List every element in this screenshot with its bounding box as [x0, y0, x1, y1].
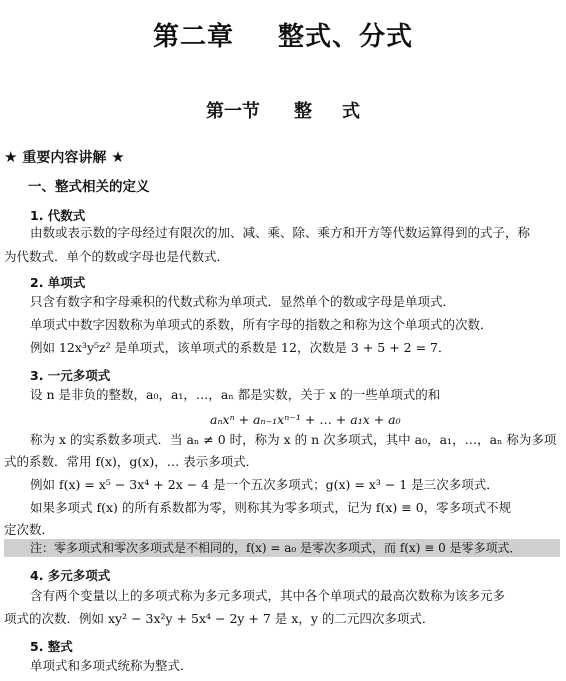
subsection-heading: 3. 一元多项式	[30, 368, 111, 383]
section-number: 第一节	[206, 101, 260, 122]
chapter-name: 整式、分式	[278, 22, 414, 52]
star-icon: ★	[4, 148, 18, 166]
section-title	[0, 97, 566, 123]
key-content-heading	[4, 147, 125, 167]
key-content-title: 重要内容讲解	[22, 150, 107, 166]
polynomial-formula: aₙxⁿ + aₙ₋₁xⁿ⁻¹ + … + a₁x + a₀	[210, 412, 401, 427]
subsection-heading: 5. 整式	[30, 639, 73, 654]
section-name-char2: 式	[342, 101, 360, 122]
paragraph-line: 项式的次数．例如 xy² − 3x²y + 5x⁴ − 2y + 7 是 x，y 的二元四次多项式．	[4, 611, 435, 626]
chapter-number: 第二章	[152, 22, 234, 52]
paragraph-line: 例如 12x³y⁵z² 是单项式，该单项式的系数是 12，次数是 3 + 5 + 2 = 7．	[30, 340, 451, 355]
subsection-heading: 1. 代数式	[30, 208, 86, 223]
paragraph-line: 含有两个变量以上的多项式称为多元多项式，其中各个单项式的最高次数称为该多元多	[30, 588, 506, 603]
paragraph-line: 单项式和多项式统称为整式．	[30, 658, 193, 673]
subsection-heading: 4. 多元多项式	[30, 568, 111, 583]
paragraph-line: 式的系数．常用 f(x)，g(x)，… 表示多项式．	[4, 454, 259, 469]
definitions-heading: 一、整式相关的定义	[28, 179, 150, 195]
subsection-heading: 2. 单项式	[30, 275, 86, 290]
chapter-title	[0, 16, 566, 53]
paragraph-line: 如果多项式 f(x) 的所有系数都为零，则称其为零多项式，记为 f(x) ≡ 0，零多项式不规	[30, 500, 512, 515]
paragraph-line: 单项式中数字因数称为单项式的系数，所有字母的指数之和称为这个单项式的次数．	[30, 317, 493, 332]
section-name-char1: 整	[294, 101, 312, 122]
note-box: 注：零多项式和零次多项式是不相同的，f(x) = a₀ 是零次多项式，而 f(x) ≡ 0 是零多项式．	[4, 539, 560, 557]
paragraph-line: 只含有数字和字母乘积的代数式称为单项式．显然单个的数或字母是单项式．	[30, 294, 456, 309]
star-icon: ★	[111, 148, 125, 166]
paragraph-line: 由数或表示数的字母经过有限次的加、减、乘、除、乘方和开方等代数运算得到的式子，称	[30, 225, 531, 240]
paragraph-line: 设 n 是非负的整数，a₀，a₁，…，aₙ 都是实数，关于 x 的一些单项式的和	[30, 387, 441, 402]
paragraph-line: 定次数．	[4, 522, 55, 537]
paragraph-line: 称为 x 的实系数多项式．当 aₙ ≠ 0 时，称为 x 的 n 次多项式，其中 a₀，a₁，…，aₙ 称为多项	[30, 432, 557, 447]
paragraph-line: 例如 f(x) = x⁵ − 3x⁴ + 2x − 4 是一个五次多项式；g(x) = x³ − 1 是三次多项式．	[30, 477, 499, 492]
paragraph-line: 为代数式．单个的数或字母也是代数式．	[4, 249, 230, 264]
